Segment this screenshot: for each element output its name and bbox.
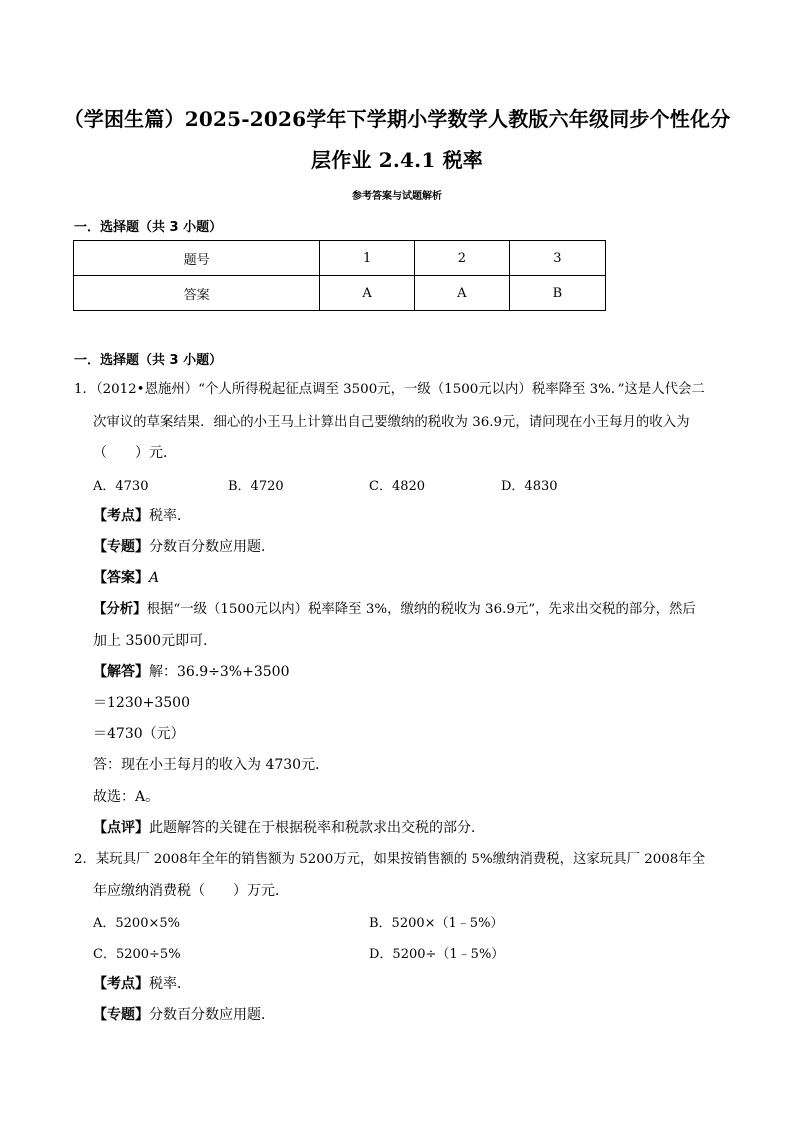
table-cell: 3 [509,241,605,276]
q1-stem-line2: 次审议的草案结果．细心的小王马上计算出自己要缴纳的税收为 36.9元，请问现在小王每月的收入为 [93,415,690,430]
q2-option-d: D．5200÷（1﹣5%） [369,947,505,962]
jieda-text: 解：36.9÷3%+3500 [149,664,290,680]
table-cell: B [509,276,605,311]
q2-zhuanti [93,1004,275,1024]
table-cell: A [320,276,415,311]
table-cell: A [414,276,509,311]
zhuanti-tag: 【专题】 [93,1007,149,1023]
q1-option-d: D．4830 [501,479,558,494]
kaodian-tag: 【考点】 [93,508,149,524]
fenxi-tag: 【分析】 [93,602,147,617]
q1-option-b: B．4720 [228,479,284,494]
table-cell: 1 [320,241,415,276]
jieda-tag: 【解答】 [93,664,149,680]
q1-fenxi-line2: 加上 3500元即可． [93,633,218,649]
q1-stem-line3: （ ）元． [93,445,177,461]
zhuanti-text: 分数百分数应用题． [149,539,275,555]
q1-zhuanti [93,536,275,556]
q1-jieda-line2: ＝1230+3500 [93,695,190,711]
kaodian-tag: 【考点】 [93,976,149,992]
kaodian-text: 税率． [149,508,191,524]
dianping-tag: 【点评】 [93,820,149,836]
q1-option-c: C．4820 [369,479,426,494]
q1-jieda-line4: 答：现在小王每月的收入为 4730元． [93,757,330,773]
answer-table [73,240,606,311]
document-title-line2: 层作业 2.4.1 税率 [311,148,483,172]
q1-jieda-line3: ＝4730（元） [93,726,185,742]
table-row [74,276,606,311]
q2-stem-line2: 年应缴纳消费税（ ）万元． [93,883,289,899]
fenxi-text: 根据“一级（1500元以内）税率降至 3%，缴纳的税收为 36.9元”，先求出交税的部分，然后 [146,602,696,617]
daan-text: A [149,570,160,586]
q2-kaodian [93,973,191,993]
document-title-line1: （学困生篇）2025-2026学年下学期小学数学人教版六年级同步个性化分 [63,107,731,131]
zhuanti-tag: 【专题】 [93,539,149,555]
q1-jieda-line1 [93,661,289,681]
section-heading-answers: 一．选择题（共 3 小题） [74,220,223,235]
q2-option-a: A．5200×5% [93,916,180,931]
dianping-text: 此题解答的关键在于根据税率和税款求出交税的部分． [149,820,485,836]
kaodian-text: 税率． [149,976,191,992]
q2-option-c: C．5200÷5% [93,947,181,962]
q1-daan [93,567,159,587]
table-row [74,241,606,276]
document-subtitle: 参考答案与试题解析 [352,191,442,202]
zhuanti-text: 分数百分数应用题． [149,1007,275,1023]
q1-option-a: A．4730 [93,479,149,494]
q1-dianping [93,817,485,837]
q1-stem-line1: 1．（2012•恩施州）“个人所得税起征点调至 3500元，一级（1500元以内）税率降至 3%．”这是人代会二 [74,382,705,397]
table-cell: 答案 [74,276,320,311]
q1-jieda-line5: 故选：A。 [93,789,160,805]
q2-option-b: B．5200×（1﹣5%） [369,916,504,931]
q2-stem-line1: 2．某玩具厂 2008年全年的销售额为 5200万元，如果按销售额的 5%缴纳消费税，这家玩具厂 2008年全 [74,852,706,867]
q1-kaodian [93,505,191,525]
table-cell: 题号 [74,241,320,276]
section-heading-questions: 一．选择题（共 3 小题） [74,353,223,368]
daan-tag: 【答案】 [93,570,149,586]
q1-fenxi-line1 [93,598,696,617]
table-cell: 2 [414,241,509,276]
